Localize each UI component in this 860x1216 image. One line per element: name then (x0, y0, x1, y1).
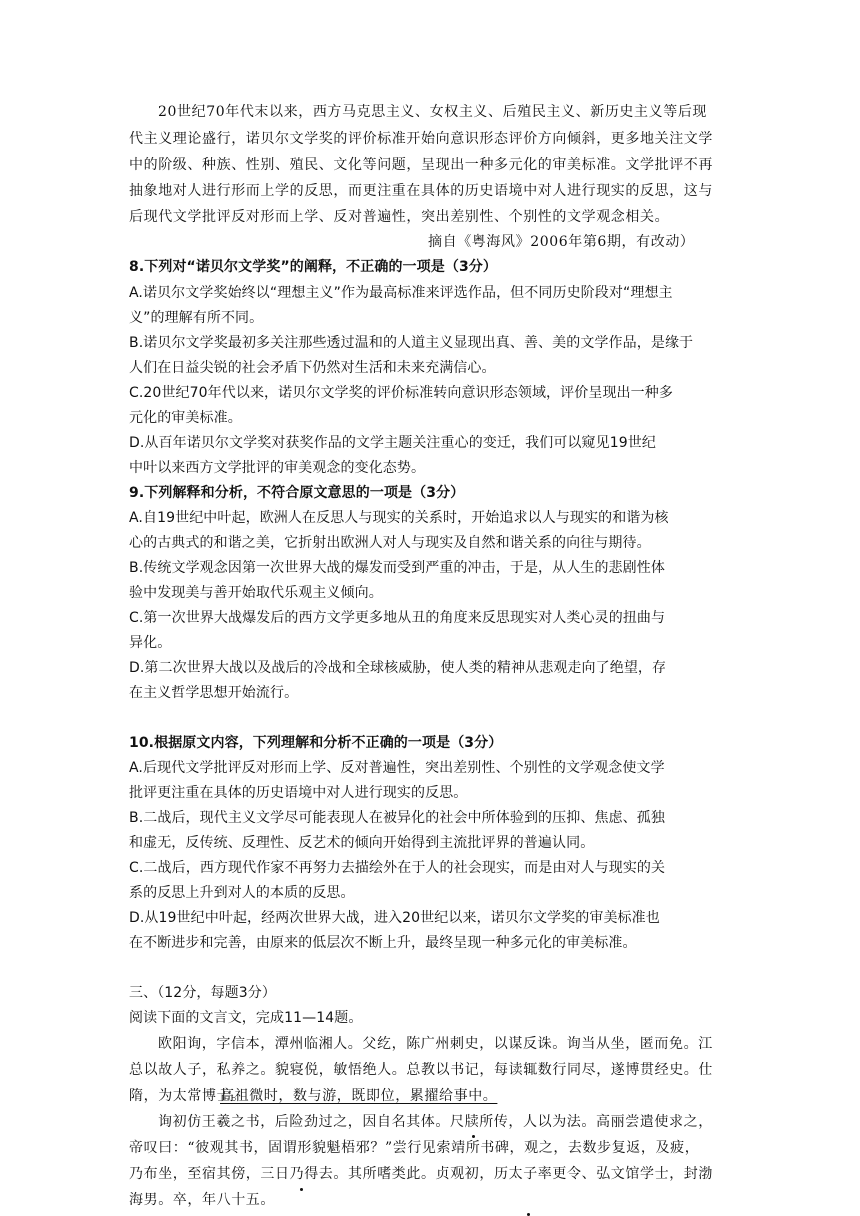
passage-line: 后现代文学批评反对形而上学、反对普遍性，突出差别性、个别性的文学观念相关。 (129, 209, 670, 225)
q9-option-line: 心的古典式的和谐之美，它折射出欧洲人对人与现实及自然和谐关系的向往与期待。 (129, 535, 651, 551)
q8-option-line: 中叶以来西方文学批评的审美观念的变化态势。 (129, 460, 426, 476)
classical-text-line: 帝叹曰：“彼观其书，固谓形貌魁梧邪？”尝行见索靖所书碑，观之，去数步复返，及疲， (129, 1140, 700, 1156)
q10-option-line: A.后现代文学批评反对形而上学、反对普遍性，突出差别性、个别性的文学观念使文学 (129, 760, 665, 776)
classical-text-line: 海男。卒，年八十五。 (129, 1192, 275, 1208)
question-8-stem: 8.下列对“诺贝尔文学奖”的阐释，不正确的一项是（3分） (129, 259, 498, 275)
q8-option-line: 元化的审美标准。 (129, 410, 242, 426)
q10-option-line: 批评更注重在具体的历史语境中对人进行现实的反思。 (129, 785, 468, 801)
emphasis-dot (472, 1135, 475, 1138)
q8-option-line: 义”的理解有所不同。 (129, 310, 264, 326)
q9-option-line: B.传统文学观念因第一次世界大战的爆发而受到严重的冲击，于是，从人生的悲剧性体 (129, 560, 665, 576)
underlined-sentence: 高祖微时，数与游，既即位，累擢给事中。 (220, 1088, 498, 1104)
q10-option-line: 在不断进步和完善，由原来的低层次不断上升，最终呈现一种多元化的审美标准。 (129, 935, 637, 951)
classical-text-line: 询初仿王羲之书，后险劲过之，因自名其体。尺牍所传，人以为法。高丽尝遣使求之， (158, 1114, 713, 1130)
passage-line: 代主义理论盛行，诺贝尔文学奖的评价标准开始向意识形态评价方向倾斜，更多地关注文学 (129, 131, 713, 147)
classical-text-line: 总以故人子，私养之。貌寝侻，敏悟绝人。总教以书记，每读辄数行同尽，遂博贯经史。仕 (129, 1062, 713, 1078)
passage-line: 中的阶级、种族、性别、殖民、文化等问题，呈现出一种多元化的审美标准。文学批评不再 (129, 157, 713, 173)
q8-option-line: B.诺贝尔文学奖最初多关注那些透过温和的人道主义显现出真、善、美的文学作品，是缘于 (129, 335, 694, 351)
q10-option-line: D.从19世纪中叶起，经两次世界大战，进入20世纪以来，诺贝尔文学奖的审美标准也 (129, 910, 660, 926)
q10-option-line: 系的反思上升到对人的本质的反思。 (129, 885, 355, 901)
q8-option-line: A.诺贝尔文学奖始终以“理想主义”作为最高标准来评选作品，但不同历史阶段对“理想主 (129, 285, 673, 301)
q9-option-line: D.第二次世界大战以及战后的冷战和全球核威胁，使人类的精神从悲观走向了绝望，存 (129, 660, 667, 676)
q10-option-line: C.二战后，西方现代作家不再努力去描绘外在于人的社会现实，而是由对人与现实的关 (129, 860, 666, 876)
section-3-heading: 三、（12分，每题3分） (129, 985, 276, 1001)
q9-option-line: 异化。 (129, 635, 172, 651)
section-3-instruction: 阅读下面的文言文，完成11—14题。 (129, 1010, 363, 1026)
q9-option-line: A.自19世纪中叶起，欧洲人在反思人与现实的关系时，开始追求以人与现实的和谐为核 (129, 510, 669, 526)
q8-option-line: D.从百年诺贝尔文学奖对获奖作品的文学主题关注重心的变迁，我们可以窥见19世纪 (129, 435, 656, 451)
q10-option-line: B.二战后，现代主义文学尽可能表现人在被异化的社会中所体验到的压抑、焦虑、孤独 (129, 810, 665, 826)
q8-option-line: C.20世纪70年代以来，诺贝尔文学奖的评价标准转向意识形态领域，评价呈现出一种多 (129, 385, 673, 401)
passage-line: 20世纪70年代末以来，西方马克思主义、女权主义、后殖民主义、新历史主义等后现 (158, 104, 708, 120)
classical-text-line: 欧阳询，字信本，潭州临湘人。父纥，陈广州刺史，以谋反诛。询当从坐，匿而免。江 (158, 1036, 713, 1052)
q9-option-line: C.第一次世界大战爆发后的西方文学更多地从丑的角度来反思现实对人类心灵的扭曲与 (129, 610, 666, 626)
emphasis-dot (300, 1188, 303, 1191)
q8-option-line: 人们在日益尖锐的社会矛盾下仍然对生活和未来充满信心。 (129, 360, 496, 376)
q9-option-line: 在主义哲学思想开始流行。 (129, 685, 299, 701)
source-note: 摘自《粤海风》2006年第6期，有改动） (428, 234, 695, 250)
classical-text-line: 乃布坐，至宿其傍，三日乃得去。其所嗜类此。贞观初，历太子率更令、弘文馆学士，封渤 (129, 1166, 713, 1182)
q10-option-line: 和虚无，反传统、反理性、反艺术的倾向开始得到主流批评界的普遍认同。 (129, 835, 595, 851)
passage-line: 抽象地对人进行形而上学的反思，而更注重在具体的历史语境中对人进行现实的反思，这与 (129, 183, 713, 199)
q9-option-line: 验中发现美与善开始取代乐观主义倾向。 (129, 585, 383, 601)
classical-text-line: 隋，为太常博士。 (129, 1088, 246, 1104)
question-10-stem: 10.根据原文内容，下列理解和分析不正确的一项是（3分） (129, 735, 503, 751)
question-9-stem: 9.下列解释和分析，不符合原文意思的一项是（3分） (129, 485, 465, 501)
